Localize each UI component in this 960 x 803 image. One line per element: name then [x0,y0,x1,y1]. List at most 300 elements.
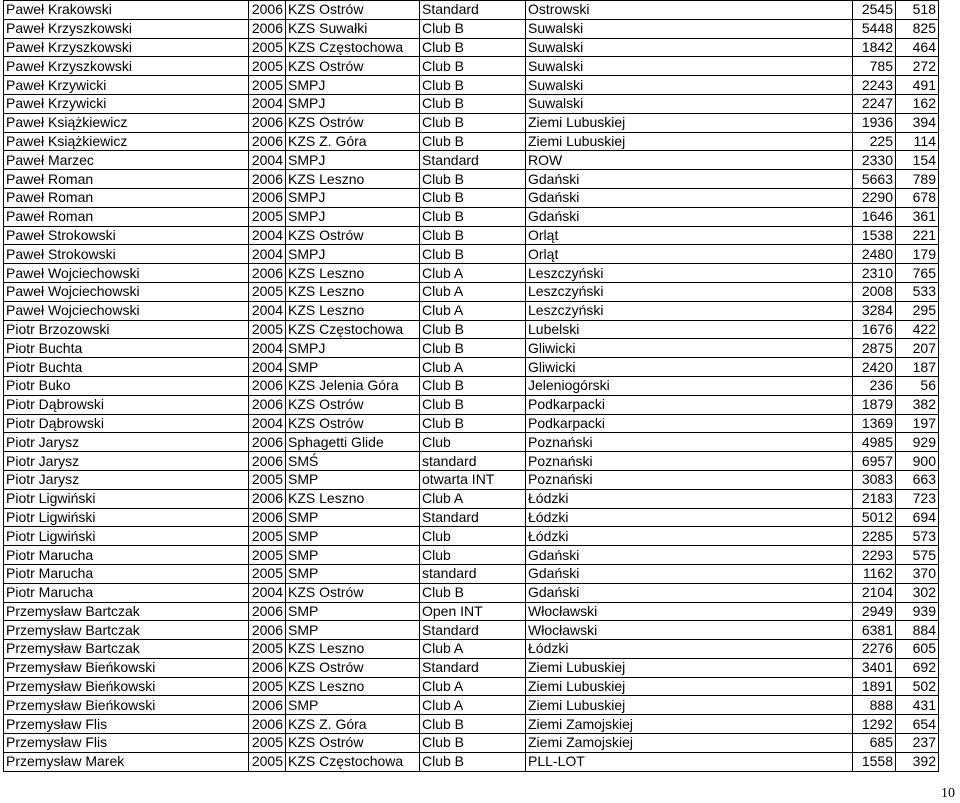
region-cell[interactable]: Podkarpacki [526,395,853,414]
rank-cell[interactable]: 197 [896,414,939,433]
rank-cell[interactable]: 394 [896,113,939,132]
year-cell[interactable]: 2005 [249,546,286,565]
rank-cell[interactable]: 694 [896,508,939,527]
class-cell[interactable]: Standard [420,1,526,20]
points-cell[interactable]: 5012 [853,508,896,527]
organizer-cell[interactable]: KZS Z. Góra [286,715,420,734]
table-row [4,621,939,640]
name-cell[interactable]: Przemysław Bartczak [4,640,249,659]
organizer-cell[interactable]: SMP [286,546,420,565]
year-cell[interactable]: 2006 [249,376,286,395]
year-cell[interactable]: 2006 [249,715,286,734]
region-cell[interactable]: Gdański [526,564,853,583]
points-cell[interactable]: 2290 [853,188,896,207]
region-cell[interactable]: Leszczyński [526,301,853,320]
points-cell[interactable]: 888 [853,696,896,715]
points-cell[interactable]: 3401 [853,658,896,677]
organizer-cell[interactable]: KZS Częstochowa [286,320,420,339]
points-cell[interactable]: 1936 [853,113,896,132]
organizer-cell[interactable]: SMP [286,621,420,640]
region-cell[interactable]: Suwalski [526,19,853,38]
points-cell[interactable]: 2183 [853,489,896,508]
rank-cell[interactable]: 518 [896,1,939,20]
organizer-cell[interactable]: KZS Częstochowa [286,752,420,771]
class-cell[interactable]: Club A [420,677,526,696]
name-cell[interactable]: Paweł Strokowski [4,226,249,245]
year-cell[interactable]: 2005 [249,734,286,753]
organizer-cell[interactable]: KZS Ostrów [286,57,420,76]
region-cell[interactable]: PLL-LOT [526,752,853,771]
rank-cell[interactable]: 431 [896,696,939,715]
name-cell[interactable]: Paweł Krzywicki [4,76,249,95]
table-row [4,151,939,170]
points-cell[interactable]: 2420 [853,358,896,377]
year-cell[interactable]: 2006 [249,508,286,527]
table-row [4,470,939,489]
region-cell[interactable]: Ostrowski [526,1,853,20]
rank-cell[interactable]: 382 [896,395,939,414]
rank-cell[interactable]: 789 [896,170,939,189]
points-cell[interactable]: 3083 [853,470,896,489]
rank-cell[interactable]: 502 [896,677,939,696]
points-cell[interactable]: 2104 [853,583,896,602]
region-cell[interactable]: Lubelski [526,320,853,339]
rank-cell[interactable]: 272 [896,57,939,76]
region-cell[interactable]: Poznański [526,433,853,452]
table-row [4,132,939,151]
name-cell[interactable]: Piotr Jarysz [4,433,249,452]
organizer-cell[interactable]: KZS Ostrów [286,734,420,753]
region-cell[interactable]: Łódzki [526,508,853,527]
organizer-cell[interactable]: KZS Leszno [286,640,420,659]
rank-cell[interactable]: 533 [896,282,939,301]
rank-cell[interactable]: 825 [896,19,939,38]
rank-cell[interactable]: 900 [896,452,939,471]
class-cell[interactable]: Club B [420,57,526,76]
name-cell[interactable]: Piotr Marucha [4,583,249,602]
table-row [4,414,939,433]
points-cell[interactable]: 2949 [853,602,896,621]
name-cell[interactable]: Paweł Krzyszkowski [4,38,249,57]
rank-cell[interactable]: 605 [896,640,939,659]
points-cell[interactable]: 1162 [853,564,896,583]
points-cell[interactable]: 2310 [853,264,896,283]
organizer-cell[interactable]: Sphagetti Glide [286,433,420,452]
rank-cell[interactable]: 884 [896,621,939,640]
class-cell[interactable]: Club B [420,226,526,245]
region-cell[interactable]: Gdański [526,170,853,189]
year-cell[interactable]: 2005 [249,207,286,226]
name-cell[interactable]: Piotr Dąbrowski [4,414,249,433]
class-cell[interactable]: Standard [420,621,526,640]
region-cell[interactable]: Gdański [526,546,853,565]
organizer-cell[interactable]: KZS Leszno [286,489,420,508]
year-cell[interactable]: 2005 [249,470,286,489]
year-cell[interactable]: 2005 [249,282,286,301]
year-cell[interactable]: 2004 [249,358,286,377]
year-cell[interactable]: 2006 [249,264,286,283]
points-cell[interactable]: 1891 [853,677,896,696]
points-cell[interactable]: 225 [853,132,896,151]
rank-cell[interactable]: 678 [896,188,939,207]
class-cell[interactable]: Club A [420,640,526,659]
organizer-cell[interactable]: KZS Leszno [286,677,420,696]
rank-cell[interactable]: 422 [896,320,939,339]
points-cell[interactable]: 236 [853,376,896,395]
class-cell[interactable]: Club B [420,38,526,57]
year-cell[interactable]: 2005 [249,677,286,696]
rank-cell[interactable]: 939 [896,602,939,621]
organizer-cell[interactable]: SMP [286,358,420,377]
region-cell[interactable]: Jeleniogórski [526,376,853,395]
class-cell[interactable]: Open INT [420,602,526,621]
name-cell[interactable]: Piotr Jarysz [4,470,249,489]
class-cell[interactable]: Club B [420,715,526,734]
points-cell[interactable]: 1842 [853,38,896,57]
rank-cell[interactable]: 464 [896,38,939,57]
organizer-cell[interactable]: SMPJ [286,245,420,264]
points-cell[interactable]: 1879 [853,395,896,414]
rank-cell[interactable]: 370 [896,564,939,583]
class-cell[interactable]: Club [420,527,526,546]
region-cell[interactable]: Suwalski [526,38,853,57]
class-cell[interactable]: otwarta INT [420,470,526,489]
rank-cell[interactable]: 663 [896,470,939,489]
region-cell[interactable]: Orląt [526,245,853,264]
class-cell[interactable]: Club A [420,358,526,377]
rank-cell[interactable]: 929 [896,433,939,452]
class-cell[interactable]: Club A [420,301,526,320]
organizer-cell[interactable]: SMP [286,470,420,489]
class-cell[interactable]: Club A [420,282,526,301]
points-cell[interactable]: 2480 [853,245,896,264]
name-cell[interactable]: Piotr Dąbrowski [4,395,249,414]
region-cell[interactable]: Ziemi Lubuskiej [526,132,853,151]
name-cell[interactable]: Piotr Jarysz [4,452,249,471]
rank-cell[interactable]: 237 [896,734,939,753]
points-cell[interactable]: 5663 [853,170,896,189]
rank-cell[interactable]: 207 [896,339,939,358]
points-cell[interactable]: 1369 [853,414,896,433]
rank-cell[interactable]: 361 [896,207,939,226]
class-cell[interactable]: Club B [420,132,526,151]
year-cell[interactable]: 2005 [249,527,286,546]
rank-cell[interactable]: 114 [896,132,939,151]
class-cell[interactable]: Club B [420,94,526,113]
class-cell[interactable]: Club B [420,320,526,339]
rank-cell[interactable]: 491 [896,76,939,95]
class-cell[interactable]: Standard [420,658,526,677]
class-cell[interactable]: Club B [420,395,526,414]
organizer-cell[interactable]: SMPJ [286,188,420,207]
class-cell[interactable]: Club [420,433,526,452]
year-cell[interactable]: 2006 [249,602,286,621]
region-cell[interactable]: Leszczyński [526,264,853,283]
points-cell[interactable]: 1558 [853,752,896,771]
name-cell[interactable]: Przemysław Marek [4,752,249,771]
class-cell[interactable]: standard [420,452,526,471]
year-cell[interactable]: 2004 [249,226,286,245]
year-cell[interactable]: 2006 [249,132,286,151]
region-cell[interactable]: Gdański [526,583,853,602]
points-cell[interactable]: 2008 [853,282,896,301]
class-cell[interactable]: Club B [420,245,526,264]
organizer-cell[interactable]: KZS Jelenia Góra [286,376,420,395]
region-cell[interactable]: Suwalski [526,76,853,95]
rank-cell[interactable]: 392 [896,752,939,771]
name-cell[interactable]: Piotr Buchta [4,339,249,358]
name-cell[interactable]: Przemysław Bieńkowski [4,658,249,677]
name-cell[interactable]: Piotr Marucha [4,564,249,583]
region-cell[interactable]: Poznański [526,470,853,489]
rank-cell[interactable]: 654 [896,715,939,734]
name-cell[interactable]: Paweł Książkiewicz [4,113,249,132]
region-cell[interactable]: Gdański [526,188,853,207]
name-cell[interactable]: Piotr Ligwiński [4,489,249,508]
table-row [4,245,939,264]
rank-cell[interactable]: 692 [896,658,939,677]
points-cell[interactable]: 1538 [853,226,896,245]
name-cell[interactable]: Piotr Marucha [4,546,249,565]
table-row [4,113,939,132]
year-cell[interactable]: 2006 [249,433,286,452]
name-cell[interactable]: Paweł Krzywicki [4,94,249,113]
name-cell[interactable]: Piotr Ligwiński [4,508,249,527]
class-cell[interactable]: Club B [420,19,526,38]
rank-cell[interactable]: 302 [896,583,939,602]
name-cell[interactable]: Paweł Wojciechowski [4,301,249,320]
region-cell[interactable]: Włocławski [526,602,853,621]
name-cell[interactable]: Przemysław Bartczak [4,621,249,640]
name-cell[interactable]: Piotr Brzozowski [4,320,249,339]
points-cell[interactable]: 2293 [853,546,896,565]
table-row [4,527,939,546]
rank-cell[interactable]: 162 [896,94,939,113]
region-cell[interactable]: Łódzki [526,489,853,508]
name-cell[interactable]: Paweł Strokowski [4,245,249,264]
organizer-cell[interactable]: SMP [286,564,420,583]
class-cell[interactable]: Club B [420,734,526,753]
year-cell[interactable]: 2004 [249,94,286,113]
year-cell[interactable]: 2005 [249,640,286,659]
rank-cell[interactable]: 56 [896,376,939,395]
year-cell[interactable]: 2004 [249,414,286,433]
region-cell[interactable]: Ziemi Lubuskiej [526,677,853,696]
class-cell[interactable]: Club B [420,170,526,189]
name-cell[interactable]: Przemysław Bartczak [4,602,249,621]
region-cell[interactable]: Ziemi Zamojskiej [526,715,853,734]
class-cell[interactable]: Club A [420,264,526,283]
year-cell[interactable]: 2004 [249,151,286,170]
organizer-cell[interactable]: SMP [286,508,420,527]
rank-cell[interactable]: 295 [896,301,939,320]
region-cell[interactable]: Orląt [526,226,853,245]
organizer-cell[interactable]: KZS Ostrów [286,113,420,132]
class-cell[interactable]: Club B [420,339,526,358]
year-cell[interactable]: 2004 [249,583,286,602]
class-cell[interactable]: Standard [420,151,526,170]
year-cell[interactable]: 2005 [249,38,286,57]
class-cell[interactable]: Club B [420,76,526,95]
points-cell[interactable]: 685 [853,734,896,753]
points-cell[interactable]: 1676 [853,320,896,339]
name-cell[interactable]: Paweł Marzec [4,151,249,170]
year-cell[interactable]: 2006 [249,489,286,508]
name-cell[interactable]: Piotr Buchta [4,358,249,377]
region-cell[interactable]: Ziemi Lubuskiej [526,696,853,715]
region-cell[interactable]: Gdański [526,207,853,226]
year-cell[interactable]: 2004 [249,301,286,320]
name-cell[interactable]: Paweł Roman [4,188,249,207]
points-cell[interactable]: 4985 [853,433,896,452]
organizer-cell[interactable]: SMP [286,602,420,621]
points-cell[interactable]: 785 [853,57,896,76]
class-cell[interactable]: Club [420,546,526,565]
organizer-cell[interactable]: KZS Ostrów [286,583,420,602]
rank-cell[interactable]: 154 [896,151,939,170]
table-row [4,207,939,226]
region-cell[interactable]: Włocławski [526,621,853,640]
points-cell[interactable]: 2243 [853,76,896,95]
organizer-cell[interactable]: SMPJ [286,151,420,170]
name-cell[interactable]: Przemysław Flis [4,734,249,753]
name-cell[interactable]: Paweł Krzyszkowski [4,19,249,38]
organizer-cell[interactable]: KZS Suwałki [286,19,420,38]
points-cell[interactable]: 6381 [853,621,896,640]
organizer-cell[interactable]: KZS Leszno [286,264,420,283]
year-cell[interactable]: 2006 [249,1,286,20]
organizer-cell[interactable]: KZS Leszno [286,282,420,301]
name-cell[interactable]: Piotr Ligwiński [4,527,249,546]
points-cell[interactable]: 6957 [853,452,896,471]
points-cell[interactable]: 2276 [853,640,896,659]
table-row [4,188,939,207]
points-cell[interactable]: 2330 [853,151,896,170]
name-cell[interactable]: Przemysław Flis [4,715,249,734]
organizer-cell[interactable]: KZS Ostrów [286,658,420,677]
class-cell[interactable]: Club B [420,188,526,207]
name-cell[interactable]: Paweł Roman [4,170,249,189]
points-cell[interactable]: 2247 [853,94,896,113]
region-cell[interactable]: Leszczyński [526,282,853,301]
year-cell[interactable]: 2005 [249,564,286,583]
name-cell[interactable]: Przemysław Bieńkowski [4,677,249,696]
organizer-cell[interactable]: SMPJ [286,339,420,358]
region-cell[interactable]: Łódzki [526,640,853,659]
points-cell[interactable]: 2285 [853,527,896,546]
region-cell[interactable]: Podkarpacki [526,414,853,433]
rank-cell[interactable]: 221 [896,226,939,245]
year-cell[interactable]: 2005 [249,76,286,95]
region-cell[interactable]: Gliwicki [526,339,853,358]
points-cell[interactable]: 1646 [853,207,896,226]
rank-cell[interactable]: 573 [896,527,939,546]
class-cell[interactable]: Club B [420,113,526,132]
table-row [4,358,939,377]
organizer-cell[interactable]: SMPJ [286,76,420,95]
class-cell[interactable]: Club A [420,696,526,715]
rank-cell[interactable]: 723 [896,489,939,508]
organizer-cell[interactable]: SMŚ [286,452,420,471]
year-cell[interactable]: 2005 [249,752,286,771]
year-cell[interactable]: 2006 [249,658,286,677]
year-cell[interactable]: 2006 [249,188,286,207]
class-cell[interactable]: Standard [420,508,526,527]
organizer-cell[interactable]: KZS Leszno [286,301,420,320]
year-cell[interactable]: 2004 [249,339,286,358]
year-cell[interactable]: 2006 [249,395,286,414]
rank-cell[interactable]: 179 [896,245,939,264]
year-cell[interactable]: 2006 [249,621,286,640]
year-cell[interactable]: 2005 [249,57,286,76]
name-cell[interactable]: Paweł Wojciechowski [4,282,249,301]
organizer-cell[interactable]: SMP [286,696,420,715]
region-cell[interactable]: Ziemi Lubuskiej [526,658,853,677]
year-cell[interactable]: 2005 [249,320,286,339]
name-cell[interactable]: Paweł Krzyszkowski [4,57,249,76]
class-cell[interactable]: Club B [420,376,526,395]
organizer-cell[interactable]: KZS Ostrów [286,1,420,20]
class-cell[interactable]: Club B [420,414,526,433]
region-cell[interactable]: Łódzki [526,527,853,546]
name-cell[interactable]: Paweł Wojciechowski [4,264,249,283]
region-cell[interactable]: ROW [526,151,853,170]
results-table-body [4,1,939,772]
year-cell[interactable]: 2006 [249,696,286,715]
points-cell[interactable]: 5448 [853,19,896,38]
points-cell[interactable]: 2875 [853,339,896,358]
points-cell[interactable]: 3284 [853,301,896,320]
region-cell[interactable]: Suwalski [526,94,853,113]
points-cell[interactable]: 1292 [853,715,896,734]
organizer-cell[interactable]: SMP [286,527,420,546]
class-cell[interactable]: Club A [420,489,526,508]
class-cell[interactable]: Club B [420,752,526,771]
rank-cell[interactable]: 187 [896,358,939,377]
rank-cell[interactable]: 575 [896,546,939,565]
region-cell[interactable]: Gliwicki [526,358,853,377]
organizer-cell[interactable]: SMPJ [286,94,420,113]
organizer-cell[interactable]: KZS Ostrów [286,414,420,433]
name-cell[interactable]: Przemysław Bieńkowski [4,696,249,715]
organizer-cell[interactable]: KZS Ostrów [286,395,420,414]
region-cell[interactable]: Ziemi Lubuskiej [526,113,853,132]
year-cell[interactable]: 2006 [249,170,286,189]
class-cell[interactable]: Club B [420,583,526,602]
organizer-cell[interactable]: KZS Ostrów [286,226,420,245]
region-cell[interactable]: Suwalski [526,57,853,76]
name-cell[interactable]: Paweł Książkiewicz [4,132,249,151]
rank-cell[interactable]: 765 [896,264,939,283]
points-cell[interactable]: 2545 [853,1,896,20]
organizer-cell[interactable]: SMPJ [286,207,420,226]
year-cell[interactable]: 2006 [249,19,286,38]
name-cell[interactable]: Piotr Buko [4,376,249,395]
name-cell[interactable]: Paweł Krakowski [4,1,249,20]
class-cell[interactable]: Club B [420,207,526,226]
year-cell[interactable]: 2006 [249,452,286,471]
region-cell[interactable]: Ziemi Zamojskiej [526,734,853,753]
organizer-cell[interactable]: KZS Z. Góra [286,132,420,151]
year-cell[interactable]: 2006 [249,113,286,132]
region-cell[interactable]: Poznański [526,452,853,471]
organizer-cell[interactable]: KZS Leszno [286,170,420,189]
year-cell[interactable]: 2004 [249,245,286,264]
organizer-cell[interactable]: KZS Częstochowa [286,38,420,57]
class-cell[interactable]: standard [420,564,526,583]
name-cell[interactable]: Paweł Roman [4,207,249,226]
table-row [4,489,939,508]
